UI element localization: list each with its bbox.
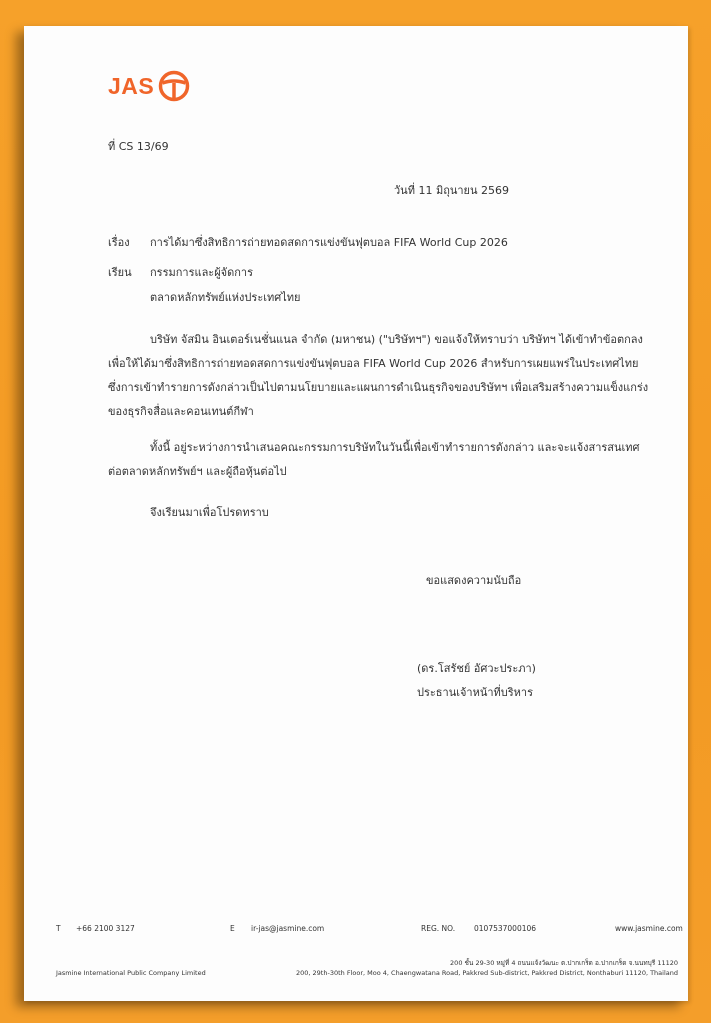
letter-page [24, 26, 688, 1001]
paragraph-2-line: ต่อตลาดหลักทรัพย์ฯ และผู้ถือหุ้นต่อไป [108, 465, 287, 478]
company-logo [108, 70, 190, 102]
address-english: 200, 29th-30th Floor, Moo 4, Chaengwatana Road, Pakkred Sub-district, Pakkred District, Nonthaburi 11120, Thailand [296, 969, 678, 977]
phone-number: +66 2100 3127 [76, 924, 135, 933]
email-link[interactable]: ir-jas@jasmine.com [251, 924, 325, 933]
steering-wheel-icon [158, 70, 190, 102]
regards: ขอแสดงความนับถือ [426, 574, 522, 587]
logo-text: JAS [108, 72, 155, 99]
paragraph-2-line: ทั้งนี้ อยู่ระหว่างการนำเสนอคณะกรรมการบริษัทในวันนี้เพื่อเข้าทำรายการดังกล่าว และจะแจ้งสารสนเทศ [150, 441, 640, 454]
company-name: Jasmine International Public Company Limited [56, 969, 206, 977]
signer-title: ประธานเจ้าหน้าที่บริหาร [417, 686, 534, 699]
paragraph-1-line: ซึ่งการเข้าทำรายการดังกล่าวเป็นไปตามนโยบายและแผนการดำเนินธุรกิจของบริษัทฯ เพื่อเสริมสร้างความแข็งแกร่ง [108, 381, 649, 394]
registration-label: REG. NO. [421, 924, 456, 933]
addressee-line-2: ตลาดหลักทรัพย์แห่งประเทศไทย [150, 291, 301, 304]
addressee-label: เรียน [108, 266, 132, 279]
address-thai: 200 ชั้น 29-30 หมู่ที่ 4 ถนนแจ้งวัฒนะ ต.ปากเกร็ด อ.ปากเกร็ด จ.นนทบุรี 11120 [450, 959, 678, 967]
signer-name: (ดร.โสรัชย์ อัศวะประภา) [417, 662, 536, 675]
letter-date: วันที่ 11 มิถุนายน 2569 [394, 184, 510, 197]
closing-note: จึงเรียนมาเพื่อโปรดทราบ [150, 506, 269, 519]
phone-label: T [56, 924, 61, 933]
addressee-line-1: กรรมการและผู้จัดการ [150, 266, 253, 279]
paragraph-1-line: เพื่อให้ได้มาซึ่งสิทธิการถ่ายทอดสดการแข่งขันฟุตบอล FIFA World Cup 2026 สำหรับการเผยแพร่ในประเทศไทย [108, 357, 639, 370]
subject-text: การได้มาซึ่งสิทธิการถ่ายทอดสดการแข่งขันฟุตบอล FIFA World Cup 2026 [150, 236, 508, 249]
paragraph-1-line: ของธุรกิจสื่อและคอนเทนต์กีฬา [108, 405, 254, 418]
registration-number: 0107537000106 [474, 924, 537, 933]
reference-number: ที่ CS 13/69 [108, 140, 169, 153]
subject-label: เรื่อง [108, 236, 130, 249]
paragraph-1-line: บริษัท จัสมิน อินเตอร์เนชั่นแนล จำกัด (มหาชน) ("บริษัทฯ") ขอแจ้งให้ทราบว่า บริษัทฯ ได้เข้าทำข้อตกลง [150, 333, 643, 346]
website-link[interactable]: www.jasmine.com [615, 924, 683, 933]
email-label: E [230, 924, 235, 933]
